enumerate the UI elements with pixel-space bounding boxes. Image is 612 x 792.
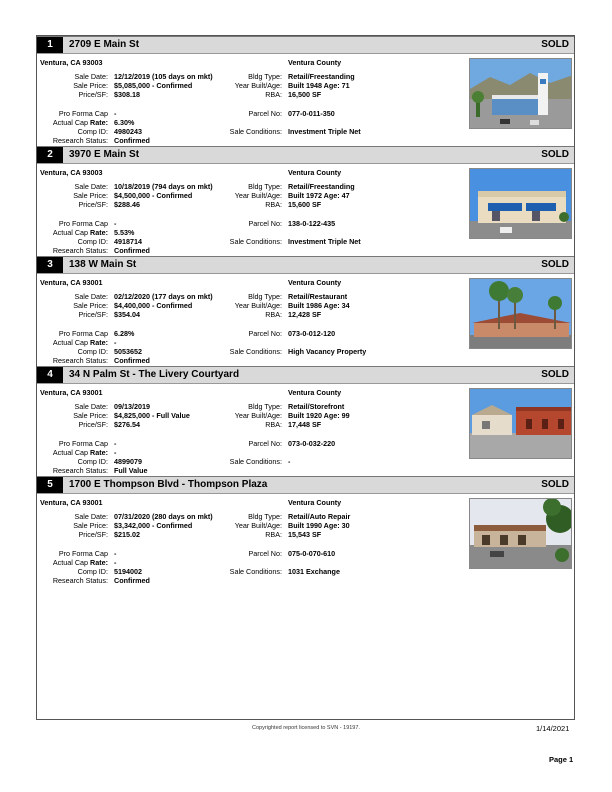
pro-forma-cap-label: Pro Forma Cap [58, 329, 108, 338]
comp-card [37, 476, 574, 586]
comp-address: 3970 E Main St [69, 149, 140, 160]
price-sf: $288.46 [114, 200, 140, 209]
actual-cap-rate-label [37, 228, 108, 237]
sale-conditions-label: Sale Conditions: [229, 237, 282, 246]
comp-number: 2 [37, 147, 63, 163]
research-status-label: Research Status: [52, 136, 108, 145]
comp-header [37, 366, 574, 384]
sale-date-label: Sale Date: [74, 182, 108, 191]
bldg-type: Retail/Storefront [288, 402, 345, 411]
sale-date: 09/13/2019 [114, 402, 150, 411]
rba: 15,600 SF [288, 200, 322, 209]
bldg-type-label: Bldg Type: [248, 182, 282, 191]
sale-price-label: Sale Price: [73, 301, 108, 310]
bldg-type-label: Bldg Type: [248, 292, 282, 301]
actual-cap-rate-label [37, 448, 108, 457]
sale-conditions: Investment Triple Net [288, 237, 361, 246]
property-photo[interactable] [469, 278, 572, 349]
comp-city: Ventura, CA 93001 [40, 278, 103, 287]
year-built-age: Built 1948 Age: 71 [288, 81, 350, 90]
rba-label: RBA: [265, 420, 282, 429]
rba: 17,448 SF [288, 420, 322, 429]
comp-id: 5053652 [114, 347, 142, 356]
pro-forma-cap: 6.28% [114, 329, 135, 338]
sale-price-label: Sale Price: [73, 521, 108, 530]
parcel-no: 077-0-011-350 [288, 109, 335, 118]
property-photo[interactable] [469, 498, 572, 569]
price-sf: $276.54 [114, 420, 140, 429]
year-built-age: Built 1972 Age: 47 [288, 191, 350, 200]
parcel-no: 073-0-012-120 [288, 329, 336, 338]
research-status: Confirmed [114, 356, 150, 365]
bldg-type-label: Bldg Type: [248, 512, 282, 521]
comp-number: 5 [37, 477, 63, 493]
comp-header [37, 476, 574, 494]
parcel-no: 075-0-070-610 [288, 549, 336, 558]
comp-id-label: Comp ID: [77, 127, 108, 136]
actual-cap-rate: - [114, 338, 117, 347]
research-status-label: Research Status: [52, 466, 108, 475]
property-photo[interactable] [469, 58, 572, 129]
rba-label: RBA: [265, 90, 282, 99]
year-built-label: Year Built/Age: [234, 521, 282, 530]
comp-number: 4 [37, 367, 63, 383]
year-built-age: Built 1920 Age: 99 [288, 411, 350, 420]
pro-forma-cap-label: Pro Forma Cap [58, 549, 108, 558]
sale-conditions-label: Sale Conditions: [229, 457, 282, 466]
actual-cap-rate: - [114, 448, 117, 457]
actual-cap-rate-label [37, 118, 108, 127]
year-built-label: Year Built/Age: [234, 191, 282, 200]
comp-address: 2709 E Main St [69, 39, 140, 50]
rate-label: Rate: [90, 228, 108, 237]
comp-id-label: Comp ID: [77, 237, 108, 246]
actual-cap-rate-label [37, 338, 108, 347]
comp-county: Ventura County [288, 388, 342, 397]
comp-status: SOLD [541, 259, 569, 270]
rate-label: Rate: [90, 558, 108, 567]
sale-price: $4,500,000 - Confirmed [114, 191, 193, 200]
sale-conditions: 1031 Exchange [288, 567, 340, 576]
year-built-age: Built 1990 Age: 30 [288, 521, 350, 530]
parcel-no-label: Parcel No: [248, 219, 282, 228]
bldg-type: Retail/Freestanding [288, 72, 355, 81]
comp-id-label: Comp ID: [77, 347, 108, 356]
actual-cap-label: Actual Cap [52, 558, 89, 567]
comp-county: Ventura County [288, 58, 342, 67]
sale-conditions-label: Sale Conditions: [229, 567, 282, 576]
research-status-label: Research Status: [52, 356, 108, 365]
pro-forma-cap-label: Pro Forma Cap [58, 219, 108, 228]
sale-price: $4,400,000 - Confirmed [114, 301, 193, 310]
comp-status: SOLD [541, 39, 569, 50]
comp-city: Ventura, CA 93003 [40, 58, 103, 67]
price-sf-label: Price/SF: [78, 200, 108, 209]
rba: 16,500 SF [288, 90, 322, 99]
sale-date-label: Sale Date: [74, 72, 108, 81]
comp-card [37, 36, 574, 146]
property-photo[interactable] [469, 388, 572, 459]
price-sf-label: Price/SF: [78, 530, 108, 539]
rba-label: RBA: [265, 530, 282, 539]
rba-label: RBA: [265, 200, 282, 209]
sale-date: 12/12/2019 (105 days on mkt) [114, 72, 213, 81]
rba: 15,543 SF [288, 530, 322, 539]
actual-cap-rate: - [114, 558, 117, 567]
comp-id: 4918714 [114, 237, 142, 246]
bldg-type: Retail/Restaurant [288, 292, 348, 301]
pro-forma-cap-label: Pro Forma Cap [58, 439, 108, 448]
comp-id: 5194002 [114, 567, 142, 576]
sale-price: $4,825,000 - Full Value [114, 411, 190, 420]
parcel-no-label: Parcel No: [248, 329, 282, 338]
research-status: Confirmed [114, 136, 150, 145]
sale-conditions: - [288, 457, 291, 466]
research-status-label: Research Status: [52, 576, 108, 585]
comp-city: Ventura, CA 93003 [40, 168, 103, 177]
price-sf: $215.02 [114, 530, 140, 539]
research-status: Full Value [114, 466, 148, 475]
sale-conditions-label: Sale Conditions: [229, 127, 282, 136]
comp-header [37, 146, 574, 164]
parcel-no-label: Parcel No: [248, 109, 282, 118]
sale-price-label: Sale Price: [73, 411, 108, 420]
comp-id-label: Comp ID: [77, 457, 108, 466]
bldg-type-label: Bldg Type: [248, 72, 282, 81]
price-sf: $308.18 [114, 90, 140, 99]
parcel-no-label: Parcel No: [248, 439, 282, 448]
comp-status: SOLD [541, 369, 569, 380]
sale-price-label: Sale Price: [73, 191, 108, 200]
comp-address: 34 N Palm St - The Livery Courtyard [69, 369, 240, 380]
comp-number: 1 [37, 37, 63, 53]
sale-date-label: Sale Date: [74, 402, 108, 411]
comp-county: Ventura County [288, 168, 342, 177]
comps-report-frame [36, 35, 575, 720]
year-built-label: Year Built/Age: [234, 411, 282, 420]
sale-price: $3,342,000 - Confirmed [114, 521, 193, 530]
price-sf-label: Price/SF: [78, 420, 108, 429]
price-sf-label: Price/SF: [78, 90, 108, 99]
sale-price: $5,085,000 - Confirmed [114, 81, 193, 90]
rba-label: RBA: [265, 310, 282, 319]
comp-header [37, 36, 574, 54]
parcel-no: 073-0-032-220 [288, 439, 336, 448]
sale-conditions-label: Sale Conditions: [229, 347, 282, 356]
sale-conditions: High Vacancy Property [288, 347, 367, 356]
sale-date-label: Sale Date: [74, 292, 108, 301]
year-built-label: Year Built/Age: [234, 81, 282, 90]
comp-id-label: Comp ID: [77, 567, 108, 576]
comp-status: SOLD [541, 479, 569, 490]
parcel-no-label: Parcel No: [248, 549, 282, 558]
research-status: Confirmed [114, 246, 150, 255]
comp-number: 3 [37, 257, 63, 273]
price-sf: $354.04 [114, 310, 140, 319]
comp-address: 1700 E Thompson Blvd - Thompson Plaza [69, 479, 268, 490]
pro-forma-cap: - [114, 109, 117, 118]
comp-id: 4980243 [114, 127, 142, 136]
comp-card [37, 146, 574, 256]
comp-header [37, 256, 574, 274]
parcel-no: 138-0-122-435 [288, 219, 336, 228]
comp-county: Ventura County [288, 278, 342, 287]
sale-price-label: Sale Price: [73, 81, 108, 90]
comp-address: 138 W Main St [69, 259, 137, 270]
comp-city: Ventura, CA 93001 [40, 388, 103, 397]
actual-cap-label: Actual Cap [52, 448, 89, 457]
sale-date: 07/31/2020 (280 days on mkt) [114, 512, 213, 521]
rate-label: Rate: [90, 448, 108, 457]
rate-label: Rate: [90, 118, 108, 127]
pro-forma-cap: - [114, 219, 117, 228]
price-sf-label: Price/SF: [78, 310, 108, 319]
year-built-age: Built 1986 Age: 34 [288, 301, 350, 310]
comp-card [37, 256, 574, 366]
comp-id: 4899079 [114, 457, 142, 466]
sale-date: 02/12/2020 (177 days on mkt) [114, 292, 213, 301]
comp-county: Ventura County [288, 498, 342, 507]
research-status-label: Research Status: [52, 246, 108, 255]
page-number: Page 1 [549, 755, 574, 764]
comp-city: Ventura, CA 93001 [40, 498, 103, 507]
report-date: 1/14/2021 [536, 724, 570, 733]
rate-label: Rate: [90, 338, 108, 347]
comp-card [37, 366, 574, 476]
year-built-label: Year Built/Age: [234, 301, 282, 310]
pro-forma-cap: - [114, 549, 117, 558]
actual-cap-rate-label [37, 558, 108, 567]
actual-cap-rate: 6.30% [114, 118, 135, 127]
sale-date: 10/18/2019 (794 days on mkt) [114, 182, 213, 191]
bldg-type: Retail/Freestanding [288, 182, 355, 191]
actual-cap-label: Actual Cap [52, 118, 89, 127]
actual-cap-label: Actual Cap [52, 228, 89, 237]
sale-conditions: Investment Triple Net [288, 127, 361, 136]
sale-date-label: Sale Date: [74, 512, 108, 521]
property-photo[interactable] [469, 168, 572, 239]
bldg-type: Retail/Auto Repair [288, 512, 351, 521]
copyright-notice: Copyrighted report licensed to SVN - 19197. [252, 725, 360, 731]
pro-forma-cap: - [114, 439, 117, 448]
actual-cap-rate: 5.53% [114, 228, 135, 237]
research-status: Confirmed [114, 576, 150, 585]
pro-forma-cap-label: Pro Forma Cap [58, 109, 108, 118]
rba: 12,428 SF [288, 310, 322, 319]
bldg-type-label: Bldg Type: [248, 402, 282, 411]
actual-cap-label: Actual Cap [52, 338, 89, 347]
comp-status: SOLD [541, 149, 569, 160]
